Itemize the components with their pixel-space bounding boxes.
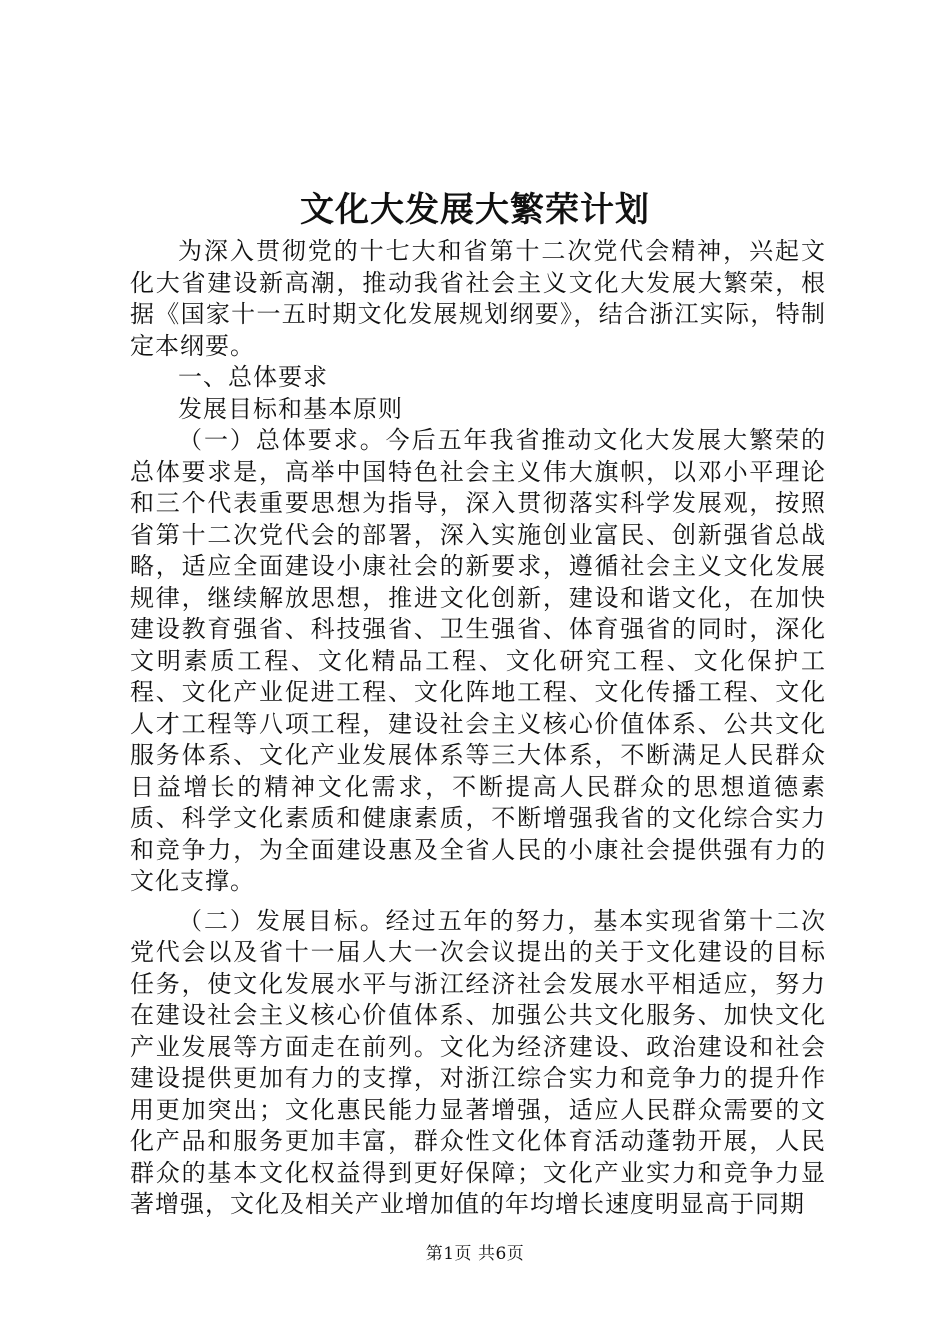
section-subheading: 发展目标和基本原则 (178, 394, 403, 423)
section-heading: 一、总体要求 (178, 363, 328, 391)
paragraph-development-goals: （二）发展目标。经过五年的努力，基本实现省第十二次党代会以及省十一届人大一次会议提出的关于文化建设的目标任务，使文化发展水平与浙江经济社会发展水平相适应，努力在建设社会主义核心价值体系、加强公共文化服务、加快文化产业发展等方面走在前列。文化为经济建设、政治建设和社会建设提供更加有力的支撑，对浙江综合实力和竞争力的提升作用更加突出；文化惠民能力显著增强，适应人民群众需要的文化产品和服务更加丰富，群众性文化体育活动蓬勃开展，人民群众的基本文化权益得到更好保障；文化产业实力和竞争力显著增强，文化及相关产业增加值的年均增长速度明显高于同期 (130, 906, 826, 1218)
page-footer: 第1页 共6页 (425, 1244, 525, 1264)
paragraph-intro: 为深入贯彻党的十七大和省第十二次党代会精神，兴起文化大省建设新高潮，推动我省社会主义文化大发展大繁荣，根据《国家十一五时期文化发展规划纲要》，结合浙江实际，特制定本纲要。 (130, 237, 826, 360)
document-title: 文化大发展大繁荣计划 (300, 190, 650, 230)
paragraph-overall-requirements: （一）总体要求。今后五年我省推动文化大发展大繁荣的总体要求是，高举中国特色社会主义伟大旗帜，以邓小平理论和三个代表重要思想为指导，深入贯彻落实科学发展观，按照省第十二次党代会的部署，深入实施创业富民、创新强省总战略，适应全面建设小康社会的新要求，遵循社会主义文化发展规律，继续解放思想，推进文化创新，建设和谐文化，在加快建设教育强省、科技强省、卫生强省、体育强省的同时，深化文明素质工程、文化精品工程、文化研究工程、文化保护工程、文化产业促进工程、文化阵地工程、文化传播工程、文化人才工程等八项工程，建设社会主义核心价值体系、公共文化服务体系、文化产业发展体系等三大体系，不断满足人民群众日益增长的精神文化需求，不断提高人民群众的思想道德素质、科学文化素质和健康素质，不断增强我省的文化综合实力和竞争力，为全面建设惠及全省人民的小康社会提供强有力的文化支撑。 (130, 426, 826, 895)
document-body (130, 236, 826, 1221)
